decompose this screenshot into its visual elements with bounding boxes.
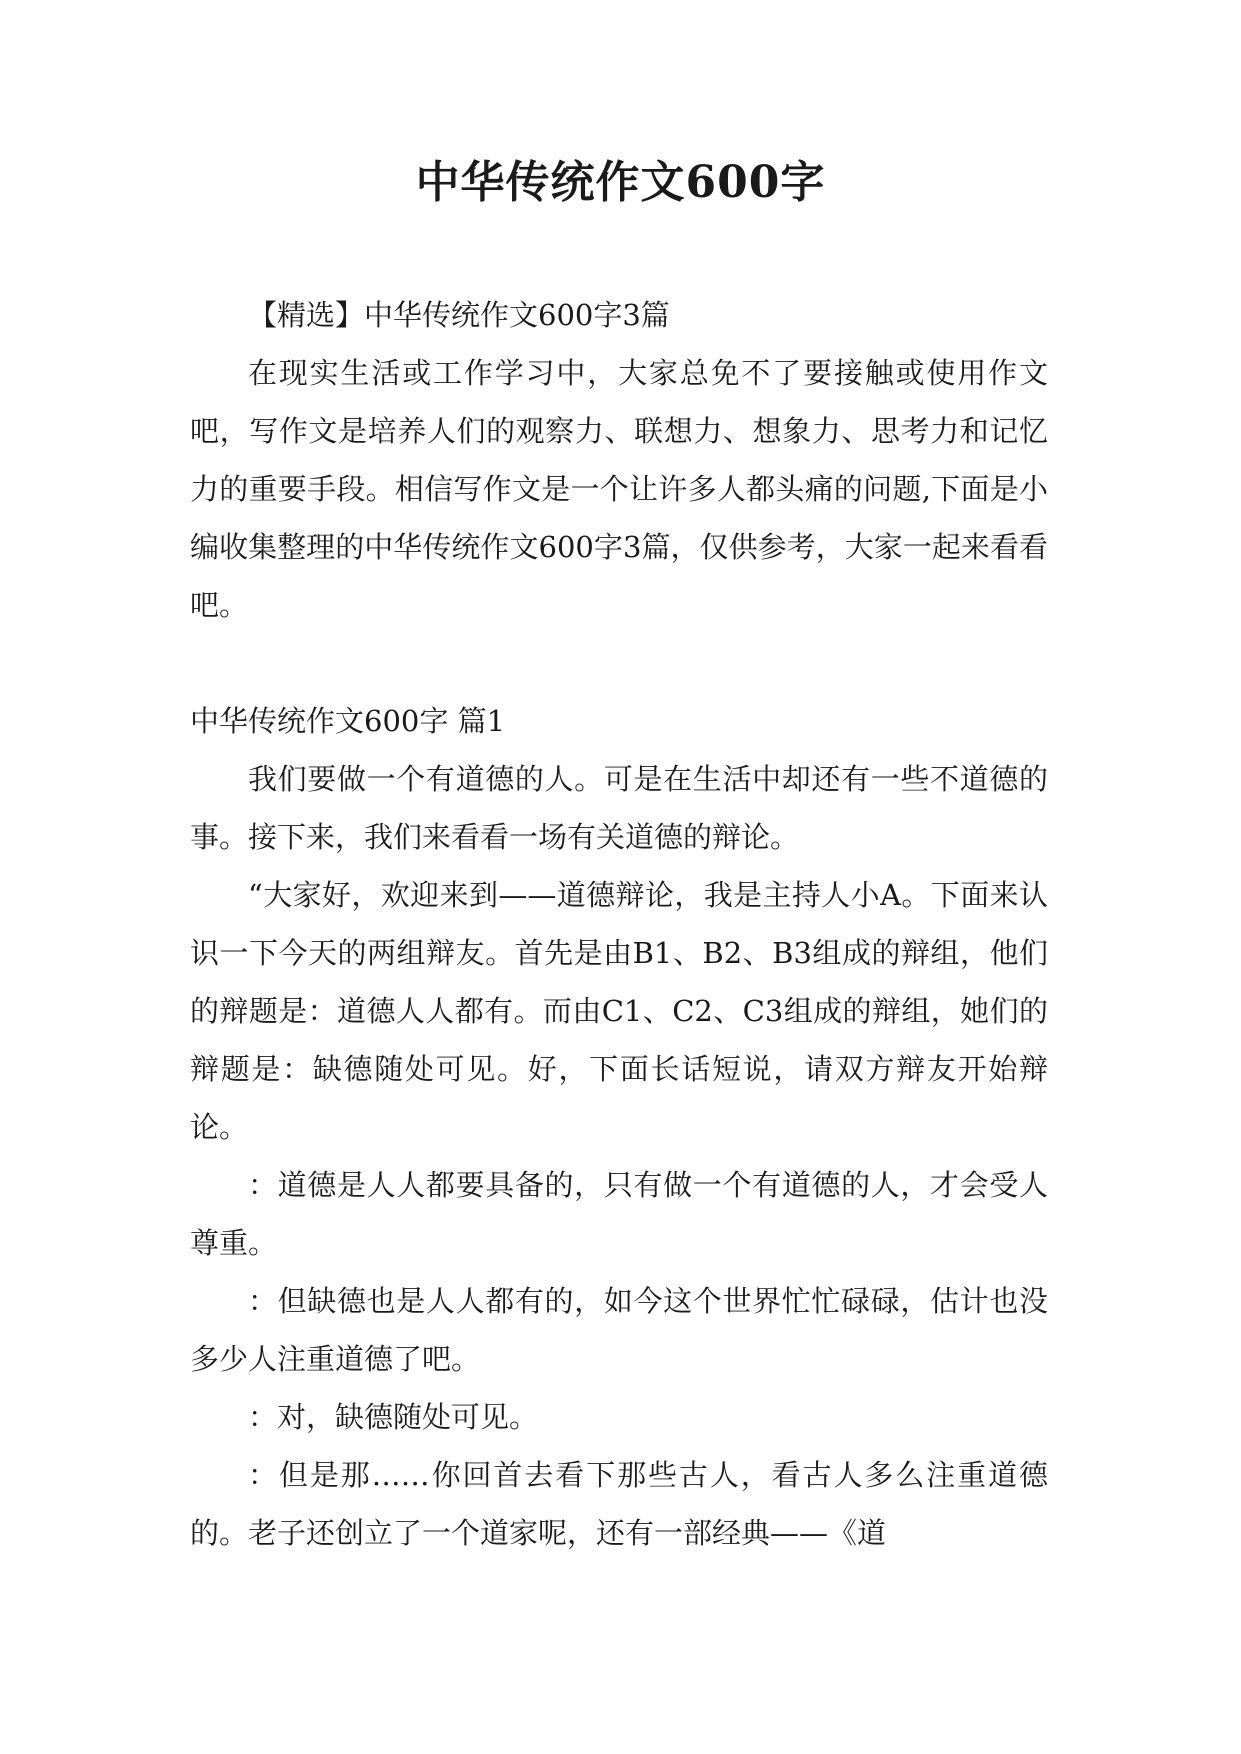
body-paragraph: ：对，缺德随处可见。: [248, 1400, 539, 1434]
intro-paragraph: 在现实生活或工作学习中，大家总免不了要接触或使用作文吧，写作文是培养人们的观察力、联想力、想象力、思考力和记忆力的重要手段。相信写作文是一个让许多人都头痛的问题,下面是小编收集整理的中华传统作文600字3篇，仅供参考，大家一起来看看吧。: [190, 356, 1048, 622]
body-paragraph: “大家好，欢迎来到——道德辩论，我是主持人小A。下面来认识一下今天的两组辩友。首先是由B1、B2、B3组成的辩组，他们的辩题是：道德人人都有。而由C1、C2、C3组成的辩组，她们的辩题是：缺德随处可见。好，下面长话短说，请双方辩友开始辩论。: [190, 878, 1048, 1144]
body-paragraph: ：但是那……你回首去看下那些古人，看古人多么注重道德的。老子还创立了一个道家呢，还有一部经典——《道: [190, 1458, 1048, 1550]
body-paragraph: ：道德是人人都要具备的，只有做一个有道德的人，才会受人尊重。: [190, 1168, 1048, 1260]
section-heading: 中华传统作文600字 篇1: [190, 704, 506, 738]
body-paragraph: 我们要做一个有道德的人。可是在生活中却还有一些不道德的事。接下来，我们来看看一场有关道德的辩论。: [190, 762, 1048, 854]
document-title: 中华传统作文600字: [415, 157, 826, 208]
body-paragraph: ：但缺德也是人人都有的，如今这个世界忙忙碌碌，估计也没多少人注重道德了吧。: [190, 1284, 1048, 1376]
intro-line: 【精选】中华传统作文600字3篇: [248, 298, 670, 332]
document-body: [190, 286, 1048, 1562]
